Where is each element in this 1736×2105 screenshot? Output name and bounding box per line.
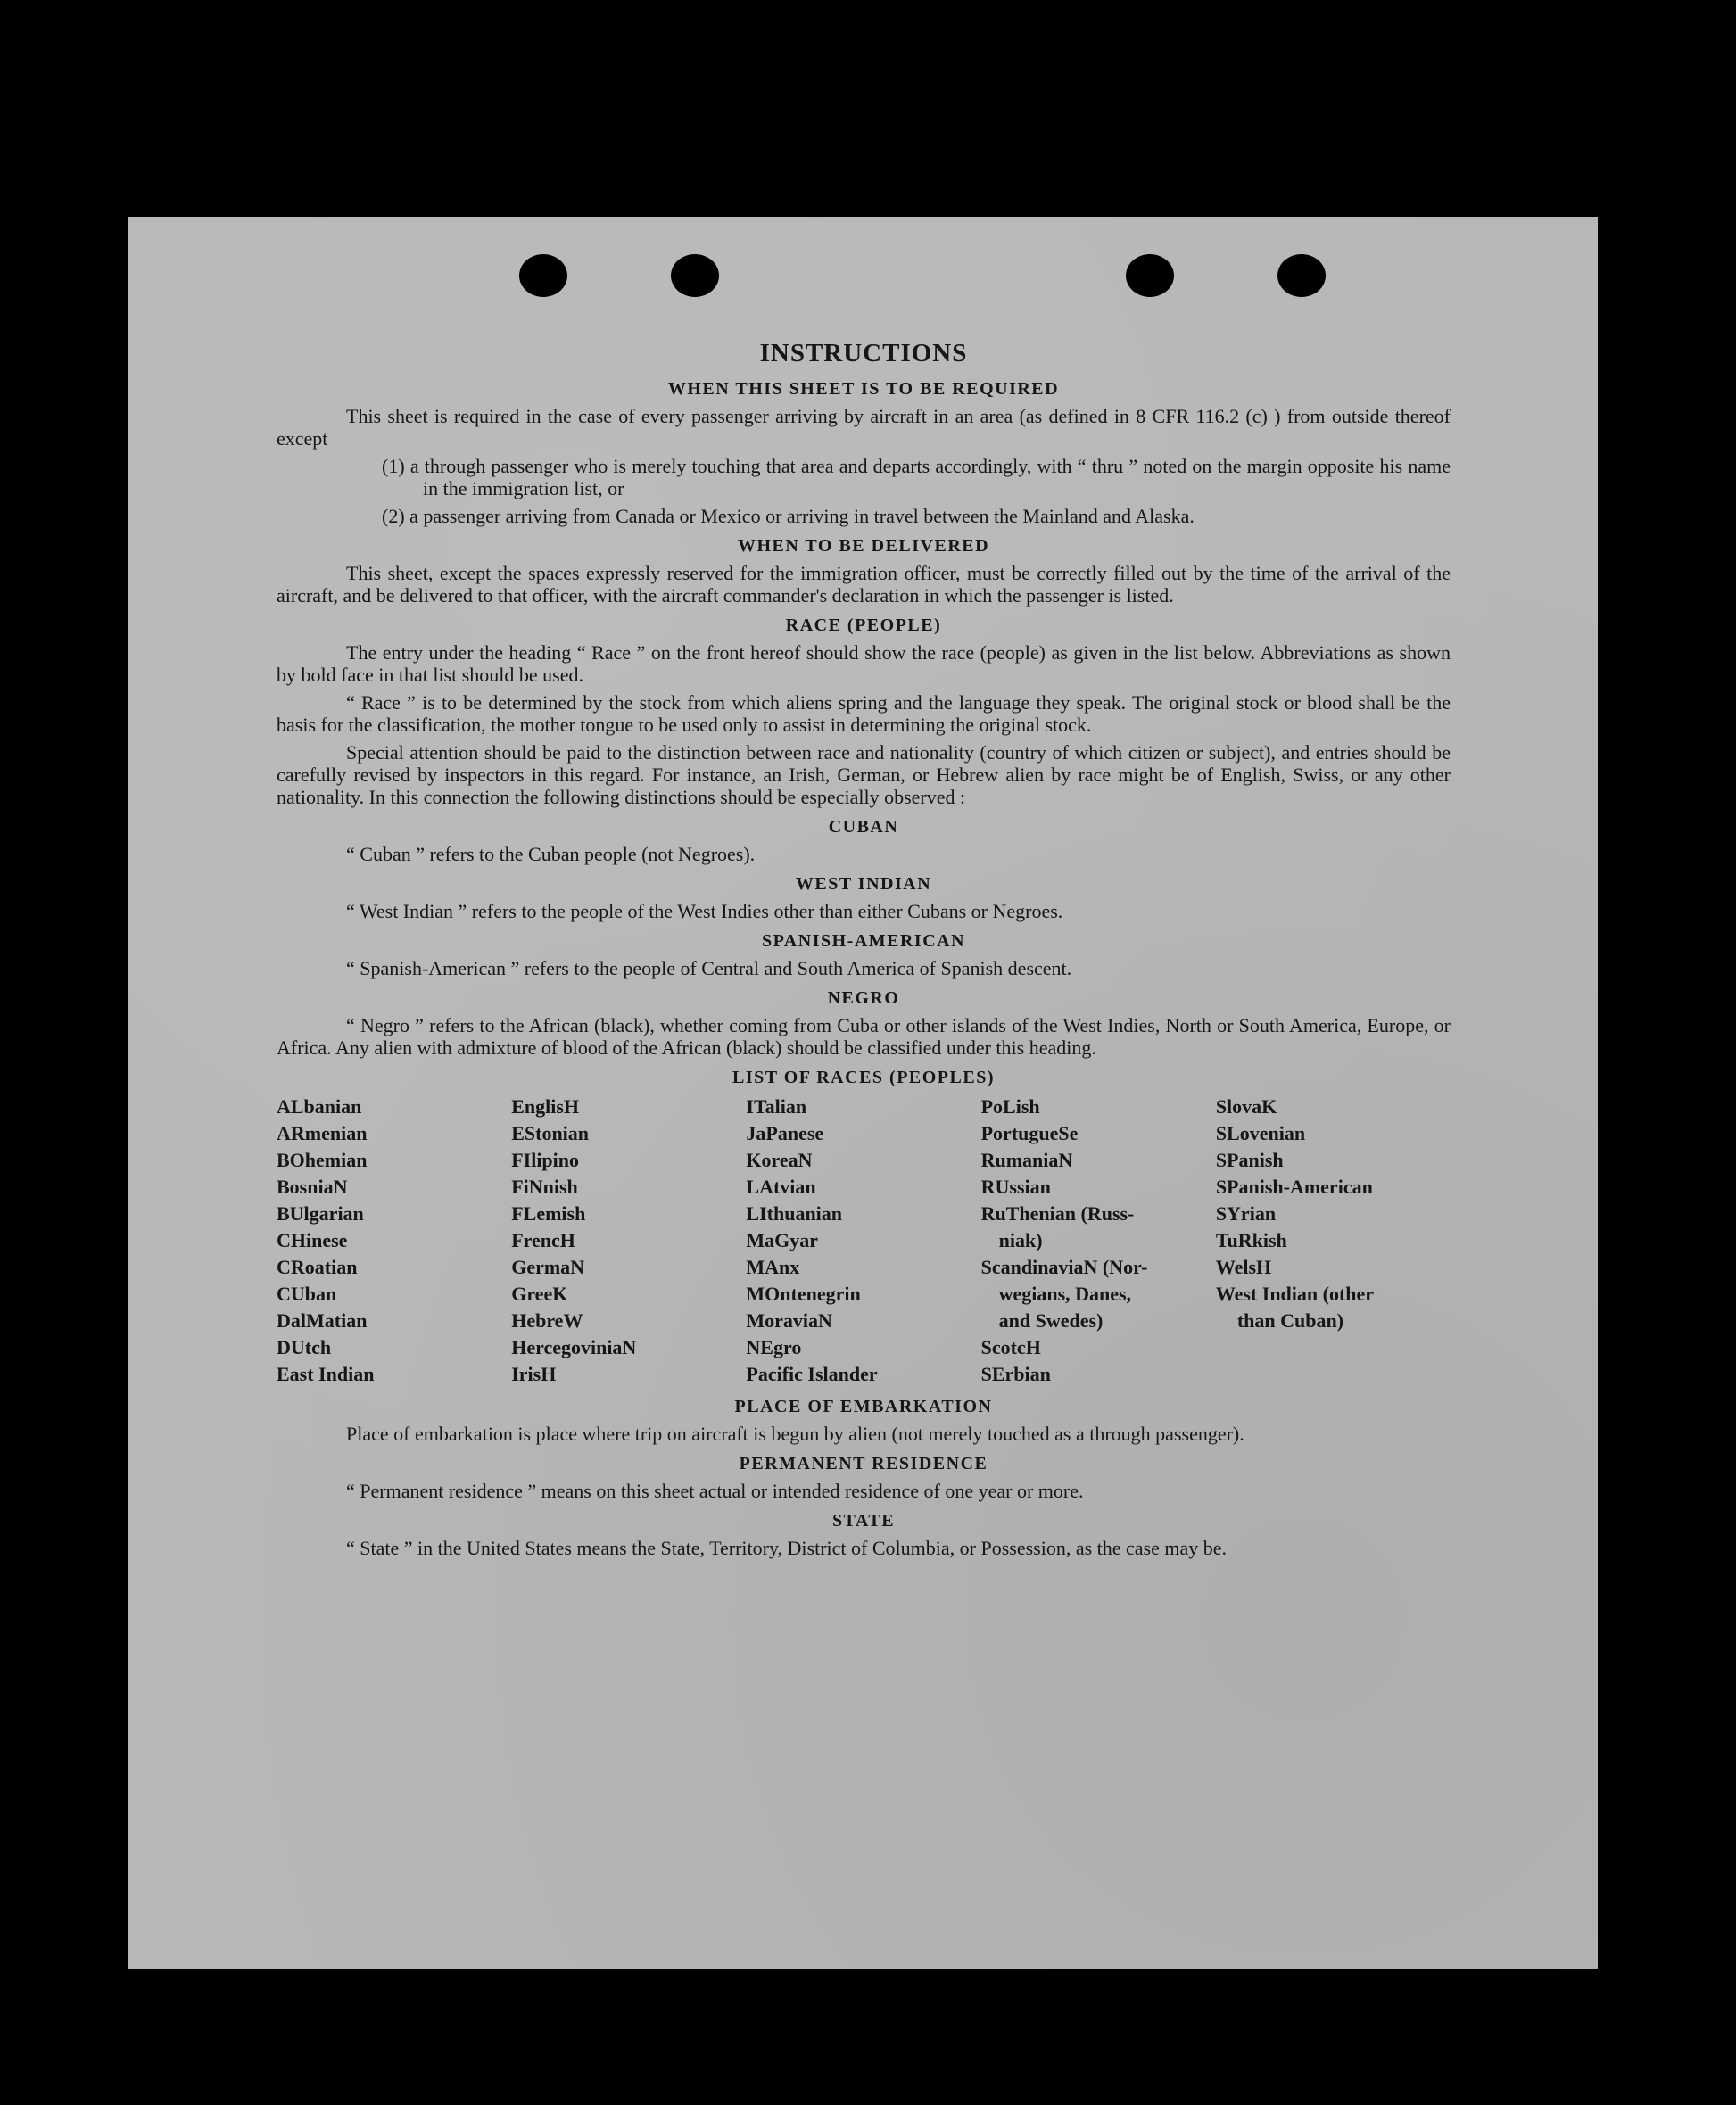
race-item: CRoatian xyxy=(277,1256,358,1278)
race-item: BUlgarian xyxy=(277,1202,364,1225)
section-heading: NEGRO xyxy=(827,988,900,1008)
race-item: SPanish xyxy=(1215,1149,1284,1171)
race-item: and Swedes) xyxy=(998,1309,1104,1332)
race-item: RumaniaN xyxy=(980,1149,1073,1171)
section-heading: LIST OF RACES (PEOPLES) xyxy=(732,1068,995,1087)
race-item: GreeK xyxy=(511,1283,568,1305)
race-item: ALbanian xyxy=(277,1095,362,1118)
section-heading: RACE (PEOPLE) xyxy=(785,615,942,635)
race-item: FLemish xyxy=(511,1202,586,1225)
race-item: FIlipino xyxy=(511,1149,580,1171)
race-item: East Indian xyxy=(277,1363,375,1385)
section-heading: SPANISH-AMERICAN xyxy=(761,931,966,951)
races-column xyxy=(277,1094,511,1388)
race-item: IrisH xyxy=(511,1363,557,1385)
races-column xyxy=(746,1094,980,1388)
race-item: SPanish-American xyxy=(1215,1176,1373,1198)
race-item: EStonian xyxy=(511,1122,590,1144)
paragraph: “ Cuban ” refers to the Cuban people (not Negroes). xyxy=(346,843,756,865)
section-heading: STATE xyxy=(831,1511,896,1531)
list-item: (1) a through passenger who is merely touching that area and departs accordingly, with “ thru ” noted on the margin opposite his name in the immigration list, or xyxy=(382,455,1451,499)
race-item: KoreaN xyxy=(746,1149,813,1171)
race-item: JaPanese xyxy=(746,1122,824,1144)
race-item: ITalian xyxy=(746,1095,807,1118)
document-body xyxy=(277,339,1451,1564)
race-item: ARmenian xyxy=(277,1122,368,1144)
race-item: FrencH xyxy=(511,1229,575,1251)
punch-hole xyxy=(1126,254,1174,297)
race-item: SlovaK xyxy=(1215,1095,1277,1118)
paragraph: Special attention should be paid to the distinction between race and nationality (country of which citizen or subject), and entries should be carefully revised by inspectors in this regard. For instance, an Irish, German, or Hebrew alien by race might be of English, Swiss, or any other nationality. In this connection the following distinctions should be especially observed : xyxy=(277,741,1451,808)
races-column xyxy=(1216,1094,1451,1388)
paragraph: “ State ” in the United States means the State, Territory, District of Columbia, or Possession, as the case may be. xyxy=(346,1537,1228,1559)
race-item: ScotcH xyxy=(980,1336,1041,1358)
race-item: SLovenian xyxy=(1215,1122,1306,1144)
race-item: West Indian (other xyxy=(1215,1283,1375,1305)
race-item: BOhemian xyxy=(277,1149,368,1171)
paragraph: “ Permanent residence ” means on this sheet actual or intended residence of one year or more. xyxy=(346,1480,1084,1502)
race-item: CHinese xyxy=(277,1229,348,1251)
list-item: (2) a passenger arriving from Canada or Mexico or arriving in travel between the Mainland and Alaska. xyxy=(382,505,1195,527)
race-item: Pacific Islander xyxy=(746,1363,878,1385)
race-item: TuRkish xyxy=(1215,1229,1287,1251)
race-item: DUtch xyxy=(277,1336,332,1358)
punch-hole xyxy=(671,254,719,297)
race-item: MaGyar xyxy=(746,1229,819,1251)
race-item: RUssian xyxy=(980,1176,1051,1198)
race-item: ScandinaviaN (Nor- xyxy=(980,1256,1148,1278)
race-item: CUban xyxy=(277,1283,337,1305)
race-item: SErbian xyxy=(980,1363,1051,1385)
section-heading: WHEN TO BE DELIVERED xyxy=(737,536,990,556)
paragraph: “ West Indian ” refers to the people of the West Indies other than either Cubans or Negroes. xyxy=(346,900,1063,922)
paragraph: This sheet is required in the case of every passenger arriving by aircraft in an area (as defined in 8 CFR 116.2 (c) ) from outside thereof except xyxy=(277,405,1451,450)
race-item: FiNnish xyxy=(511,1176,578,1198)
race-item: MoraviaN xyxy=(746,1309,832,1332)
document-title: INSTRUCTIONS xyxy=(759,339,968,367)
paragraph: The entry under the heading “ Race ” on the front hereof should show the race (people) as given in the list below. Abbreviations as shown by bold face in that list should be used. xyxy=(277,641,1451,686)
paragraph: This sheet, except the spaces expressly reserved for the immigration officer, must be correctly filled out by the time of the arrival of the aircraft, and be delivered to that officer, with the aircraft commander's declaration in which the passenger is listed. xyxy=(277,562,1451,607)
punch-hole xyxy=(1277,254,1326,297)
races-column xyxy=(511,1094,746,1388)
race-item: HercegoviniaN xyxy=(511,1336,637,1358)
race-item: PortugueSe xyxy=(980,1122,1079,1144)
section-heading: WHEN THIS SHEET IS TO BE REQUIRED xyxy=(667,379,1060,399)
race-item: LAtvian xyxy=(746,1176,816,1198)
section-heading: WEST INDIAN xyxy=(795,874,932,894)
race-item: DalMatian xyxy=(277,1309,368,1332)
punch-hole xyxy=(519,254,567,297)
section-heading: PLACE OF EMBARKATION xyxy=(734,1397,993,1416)
race-item: NEgro xyxy=(746,1336,802,1358)
races-list xyxy=(277,1094,1451,1388)
race-item: than Cuban) xyxy=(1236,1309,1344,1332)
section-heading: CUBAN xyxy=(828,817,899,837)
paragraph: “ Spanish-American ” refers to the people of Central and South America of Spanish descent. xyxy=(346,957,1072,979)
paragraph: Place of embarkation is place where trip on aircraft is begun by alien (not merely touched as a through passenger). xyxy=(346,1423,1244,1445)
race-item: PoLish xyxy=(980,1095,1040,1118)
race-item: SYrian xyxy=(1215,1202,1277,1225)
paragraph: “ Negro ” refers to the African (black), whether coming from Cuba or other islands of the West Indies, North or South America, Europe, or Africa. Any alien with admixture of blood of the African (black) should be classified under this heading. xyxy=(277,1014,1451,1059)
section-heading: PERMANENT RESIDENCE xyxy=(739,1454,988,1474)
race-item: WelsH xyxy=(1215,1256,1272,1278)
race-item: BosniaN xyxy=(277,1176,348,1198)
race-item: MOntenegrin xyxy=(746,1283,861,1305)
race-item: GermaN xyxy=(511,1256,585,1278)
race-item: wegians, Danes, xyxy=(998,1283,1132,1305)
race-item: LIthuanian xyxy=(746,1202,843,1225)
race-item: niak) xyxy=(998,1229,1043,1251)
race-item: HebreW xyxy=(511,1309,583,1332)
race-item: MAnx xyxy=(746,1256,800,1278)
race-item: EnglisH xyxy=(511,1095,580,1118)
race-item: RuThenian (Russ- xyxy=(980,1202,1135,1225)
races-column xyxy=(981,1094,1216,1388)
paragraph: “ Race ” is to be determined by the stock from which aliens spring and the language they speak. The original stock or blood shall be the basis for the classification, the mother tongue to be used only to assist in determining the original stock. xyxy=(277,691,1451,736)
